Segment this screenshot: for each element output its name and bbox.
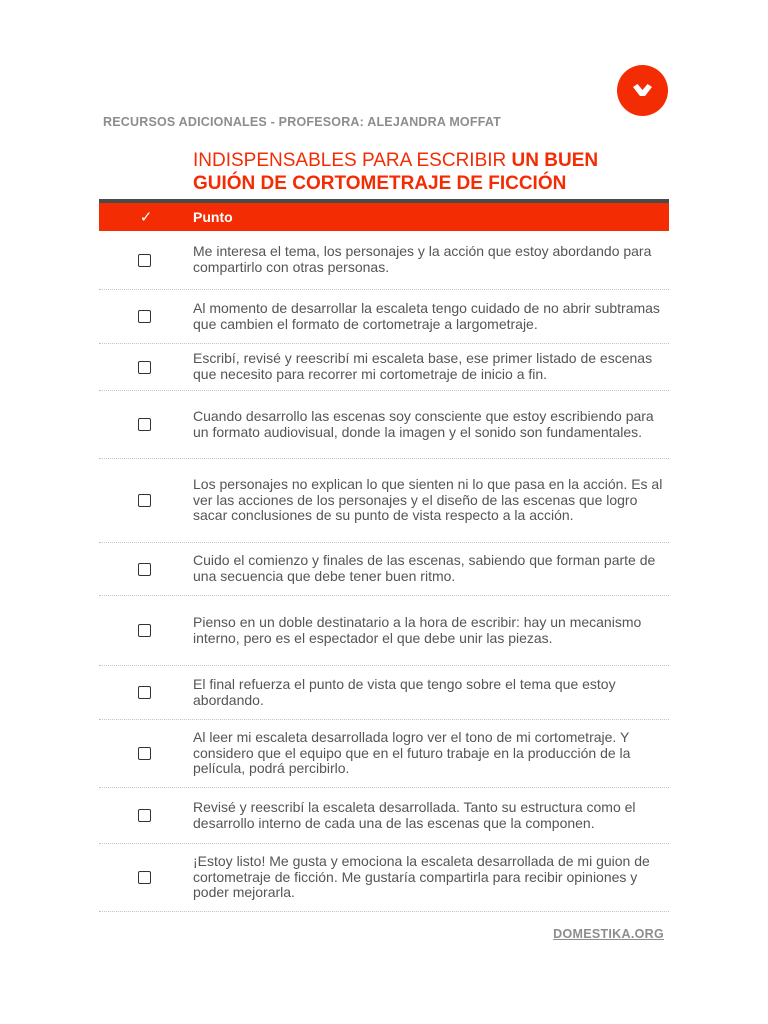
checkbox[interactable] — [138, 494, 151, 507]
checklist-row — [99, 596, 669, 666]
checkbox[interactable] — [138, 361, 151, 374]
checklist-row — [99, 459, 669, 543]
checklist-item-text: Escribí, revisé y reescribí mi escaleta base, ese primer listado de escenas que necesito para recorrer mi cortometraje de inicio a fin. — [193, 350, 653, 382]
checklist-row — [99, 543, 669, 596]
checklist-item-text: El final refuerza el punto de vista que tengo sobre el tema que estoy abordando. — [193, 675, 616, 708]
checkbox[interactable] — [138, 254, 151, 267]
checklist-item-text: Pienso en un doble destinatario a la hora de escribir: hay un mecanismo interno, pero es el espectador el que debe unir las piezas. — [193, 613, 642, 646]
checklist-item-text: Revisé y reescribí la escaleta desarrollada. Tanto su estructura como el desarrollo interno de cada una de las escenas que la componen. — [193, 798, 636, 831]
checklist-row — [99, 666, 669, 720]
checkbox[interactable] — [138, 418, 151, 431]
checklist-item-text: ¡Estoy listo! Me gusta y emociona la escaleta desarrollada de mi guion de cortometraje de ficción. Me gustaría compartirla para recibir opiniones y poder mejorarla. — [193, 852, 650, 901]
checklist-row — [99, 290, 669, 344]
checkbox[interactable] — [138, 624, 151, 637]
checkbox[interactable] — [138, 871, 151, 884]
domestika-link[interactable]: DOMESTIKA.ORG — [553, 927, 664, 941]
checkbox[interactable] — [138, 686, 151, 699]
header-check-icon: ✓ — [139, 209, 153, 226]
checklist-item-text: Los personajes no explican lo que sienten ni lo que pasa en la acción. Es al ver las acciones de los personajes y el diseño de las escenas que logro sacar conclusiones de su punto de vista respecto a la acción. — [193, 475, 663, 524]
course-subtitle: RECURSOS ADICIONALES - PROFESORA: ALEJANDRA MOFFAT — [103, 115, 501, 129]
title-bold: UN BUEN GUIÓN DE CORTOMETRAJE DE FICCIÓN — [193, 150, 599, 194]
header-point-label: Punto — [193, 209, 233, 225]
checklist-item-text: Me interesa el tema, los personajes y la acción que estoy abordando para compartirlo con otras personas. — [193, 243, 652, 275]
checklist-row — [99, 720, 669, 788]
checklist-header — [99, 199, 669, 231]
checklist-item-text: Cuido el comienzo y finales de las escenas, sabiendo que forman parte de una secuencia que debe tener buen ritmo. — [193, 552, 656, 584]
title-regular: INDISPENSABLES PARA ESCRIBIR — [193, 150, 512, 171]
checklist-row — [99, 391, 669, 459]
page-title — [193, 149, 663, 195]
checkbox[interactable] — [138, 310, 151, 323]
checkbox[interactable] — [138, 809, 151, 822]
checklist-row — [99, 844, 669, 912]
domestika-logo-icon — [617, 65, 668, 116]
checklist-row — [99, 231, 669, 290]
checklist-item-text: Cuando desarrollo las escenas soy consciente que estoy escribiendo para un formato audiovisual, donde la imagen y el sonido son fundamentales. — [193, 407, 654, 440]
checklist-row — [99, 788, 669, 844]
checklist-table — [99, 199, 669, 912]
checkbox[interactable] — [138, 563, 151, 576]
checklist-row — [99, 344, 669, 391]
checkbox[interactable] — [138, 747, 151, 760]
checklist-item-text: Al leer mi escaleta desarrollada logro ver el tono de mi cortometraje. Y considero que el equipo que en el futuro trabaje en la producción de la película, podrá percibirlo. — [193, 728, 631, 777]
checklist-item-text: Al momento de desarrollar la escaleta tengo cuidado de no abrir subtramas que cambien el formato de cortometraje a largometraje. — [193, 299, 660, 332]
